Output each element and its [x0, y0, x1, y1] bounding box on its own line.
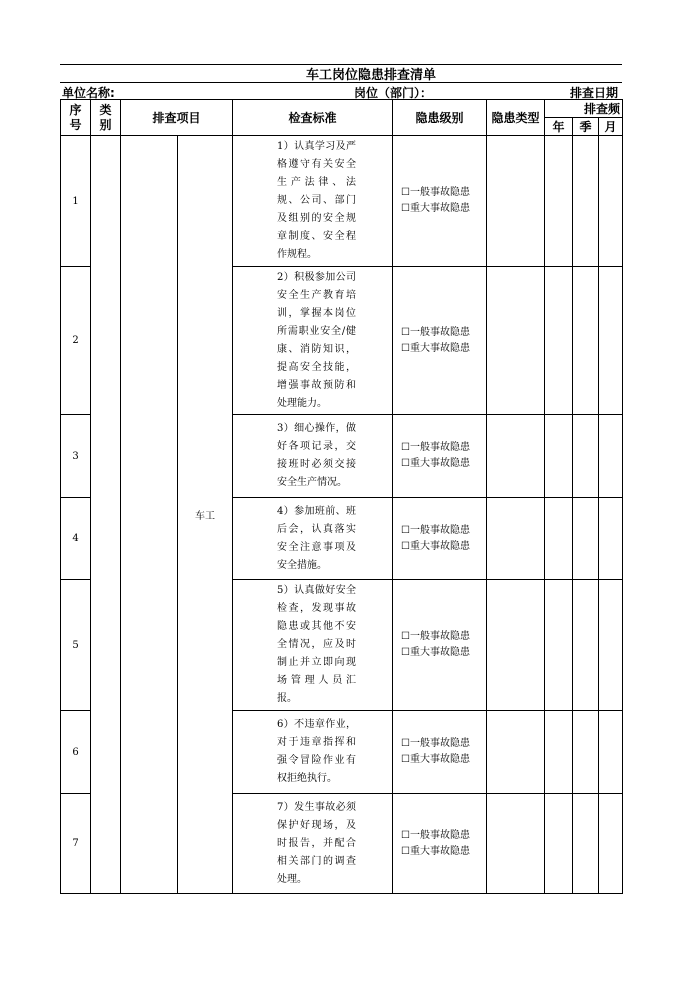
row-season[interactable]: [573, 711, 599, 794]
row-month[interactable]: [599, 580, 623, 711]
row-season[interactable]: [573, 498, 599, 580]
row-month[interactable]: [599, 711, 623, 794]
header-standard: 检查标准: [233, 100, 393, 136]
row-type[interactable]: [487, 711, 545, 794]
header-season: 季: [573, 118, 599, 136]
header-type: 隐患类型: [487, 100, 545, 136]
row-season[interactable]: [573, 580, 599, 711]
date-label: 排查日期: [570, 86, 619, 100]
row-item-blank: [121, 136, 178, 894]
row-season[interactable]: [573, 415, 599, 498]
row-month[interactable]: [599, 415, 623, 498]
header-frequency: 排查频: [545, 100, 623, 118]
row-item-name: 车工: [178, 136, 233, 894]
row-seq: 4: [61, 498, 91, 580]
row-level: [393, 711, 487, 794]
row-seq: 3: [61, 415, 91, 498]
level-general-option[interactable]: ☐一般事故隐患: [401, 326, 470, 338]
table-row: [61, 136, 623, 267]
row-season[interactable]: [573, 136, 599, 267]
level-general-option[interactable]: ☐一般事故隐患: [401, 524, 470, 536]
header-item: 排查项目: [121, 100, 233, 136]
checklist-table: [60, 99, 623, 894]
level-general-option[interactable]: ☐一般事故隐患: [401, 187, 470, 198]
row-seq: 2: [61, 267, 91, 415]
row-month[interactable]: [599, 498, 623, 580]
row-month[interactable]: [599, 267, 623, 415]
header-month: 月: [599, 118, 623, 136]
level-general-option[interactable]: ☐一般事故隐患: [401, 738, 470, 749]
row-seq: 6: [61, 711, 91, 794]
level-major-option[interactable]: ☐重大事故隐患: [401, 342, 470, 354]
row-level: [393, 415, 487, 498]
row-type[interactable]: [487, 415, 545, 498]
row-seq: 5: [61, 580, 91, 711]
row-level: [393, 794, 487, 894]
row-year[interactable]: [545, 498, 573, 580]
header-row-1: [61, 100, 623, 118]
row-seq: 1: [61, 136, 91, 267]
row-type[interactable]: [487, 498, 545, 580]
row-standard: 2）积极参加公司安全生产教育培训，掌握本岗位所需职业安全/健康、消防知识，提高安全技能，增强事故预防和处理能力。: [233, 267, 393, 415]
row-year[interactable]: [545, 711, 573, 794]
row-seq: 7: [61, 794, 91, 894]
row-level: [393, 136, 487, 267]
row-year[interactable]: [545, 267, 573, 415]
header-year: 年: [545, 118, 573, 136]
level-major-option[interactable]: ☐重大事故隐患: [401, 540, 470, 552]
row-standard: 3）细心操作，做好各项记录，交接班时必须交接安全生产情况。: [233, 415, 393, 498]
post-label: 岗位（部门）：: [354, 86, 433, 100]
row-month[interactable]: [599, 136, 623, 267]
meta-row: [60, 82, 622, 100]
level-general-option[interactable]: ☐一般事故隐患: [401, 442, 470, 453]
row-level: [393, 580, 487, 711]
row-season[interactable]: [573, 267, 599, 415]
row-year[interactable]: [545, 136, 573, 267]
level-major-option[interactable]: ☐重大事故隐患: [401, 845, 470, 857]
row-year[interactable]: [545, 415, 573, 498]
level-major-option[interactable]: ☐重大事故隐患: [401, 203, 470, 214]
row-standard: 1）认真学习及严格遵守有关安全生产法律、法规、公司、部门及组别的安全规章制度、安全程作规程。: [233, 136, 393, 267]
row-month[interactable]: [599, 794, 623, 894]
row-standard: 7）发生事故必须保护好现场，及时报告，并配合相关部门的调查处理。: [233, 794, 393, 894]
row-standard: 4）参加班前、班后会，认真落实安全注意事项及安全措施。: [233, 498, 393, 580]
row-category: [91, 136, 121, 894]
row-year[interactable]: [545, 794, 573, 894]
level-general-option[interactable]: ☐一般事故隐患: [401, 829, 470, 841]
page-title: 车工岗位隐患排查清单: [60, 64, 622, 82]
row-level: [393, 267, 487, 415]
level-general-option[interactable]: ☐一般事故隐患: [401, 631, 470, 642]
row-standard: 5）认真做好安全检查，发现事故隐患或其他不安全情况，应及时制止并立即向现场管理人员汇报。: [233, 580, 393, 711]
header-seq: 序 号: [61, 100, 91, 136]
row-level: [393, 498, 487, 580]
level-major-option[interactable]: ☐重大事故隐患: [401, 754, 470, 765]
checklist-rows: [61, 136, 623, 894]
row-type[interactable]: [487, 580, 545, 711]
row-type[interactable]: [487, 267, 545, 415]
row-standard: 6）不违章作业，对于违章指挥和强令冒险作业有权拒绝执行。: [233, 711, 393, 794]
row-type[interactable]: [487, 794, 545, 894]
row-type[interactable]: [487, 136, 545, 267]
header-category: 类 别: [91, 100, 121, 136]
header-level: 隐患级别: [393, 100, 487, 136]
row-season[interactable]: [573, 794, 599, 894]
row-year[interactable]: [545, 580, 573, 711]
level-major-option[interactable]: ☐重大事故隐患: [401, 647, 470, 658]
unit-name-label: 单位名称:: [62, 86, 115, 100]
level-major-option[interactable]: ☐重大事故隐患: [401, 458, 470, 469]
